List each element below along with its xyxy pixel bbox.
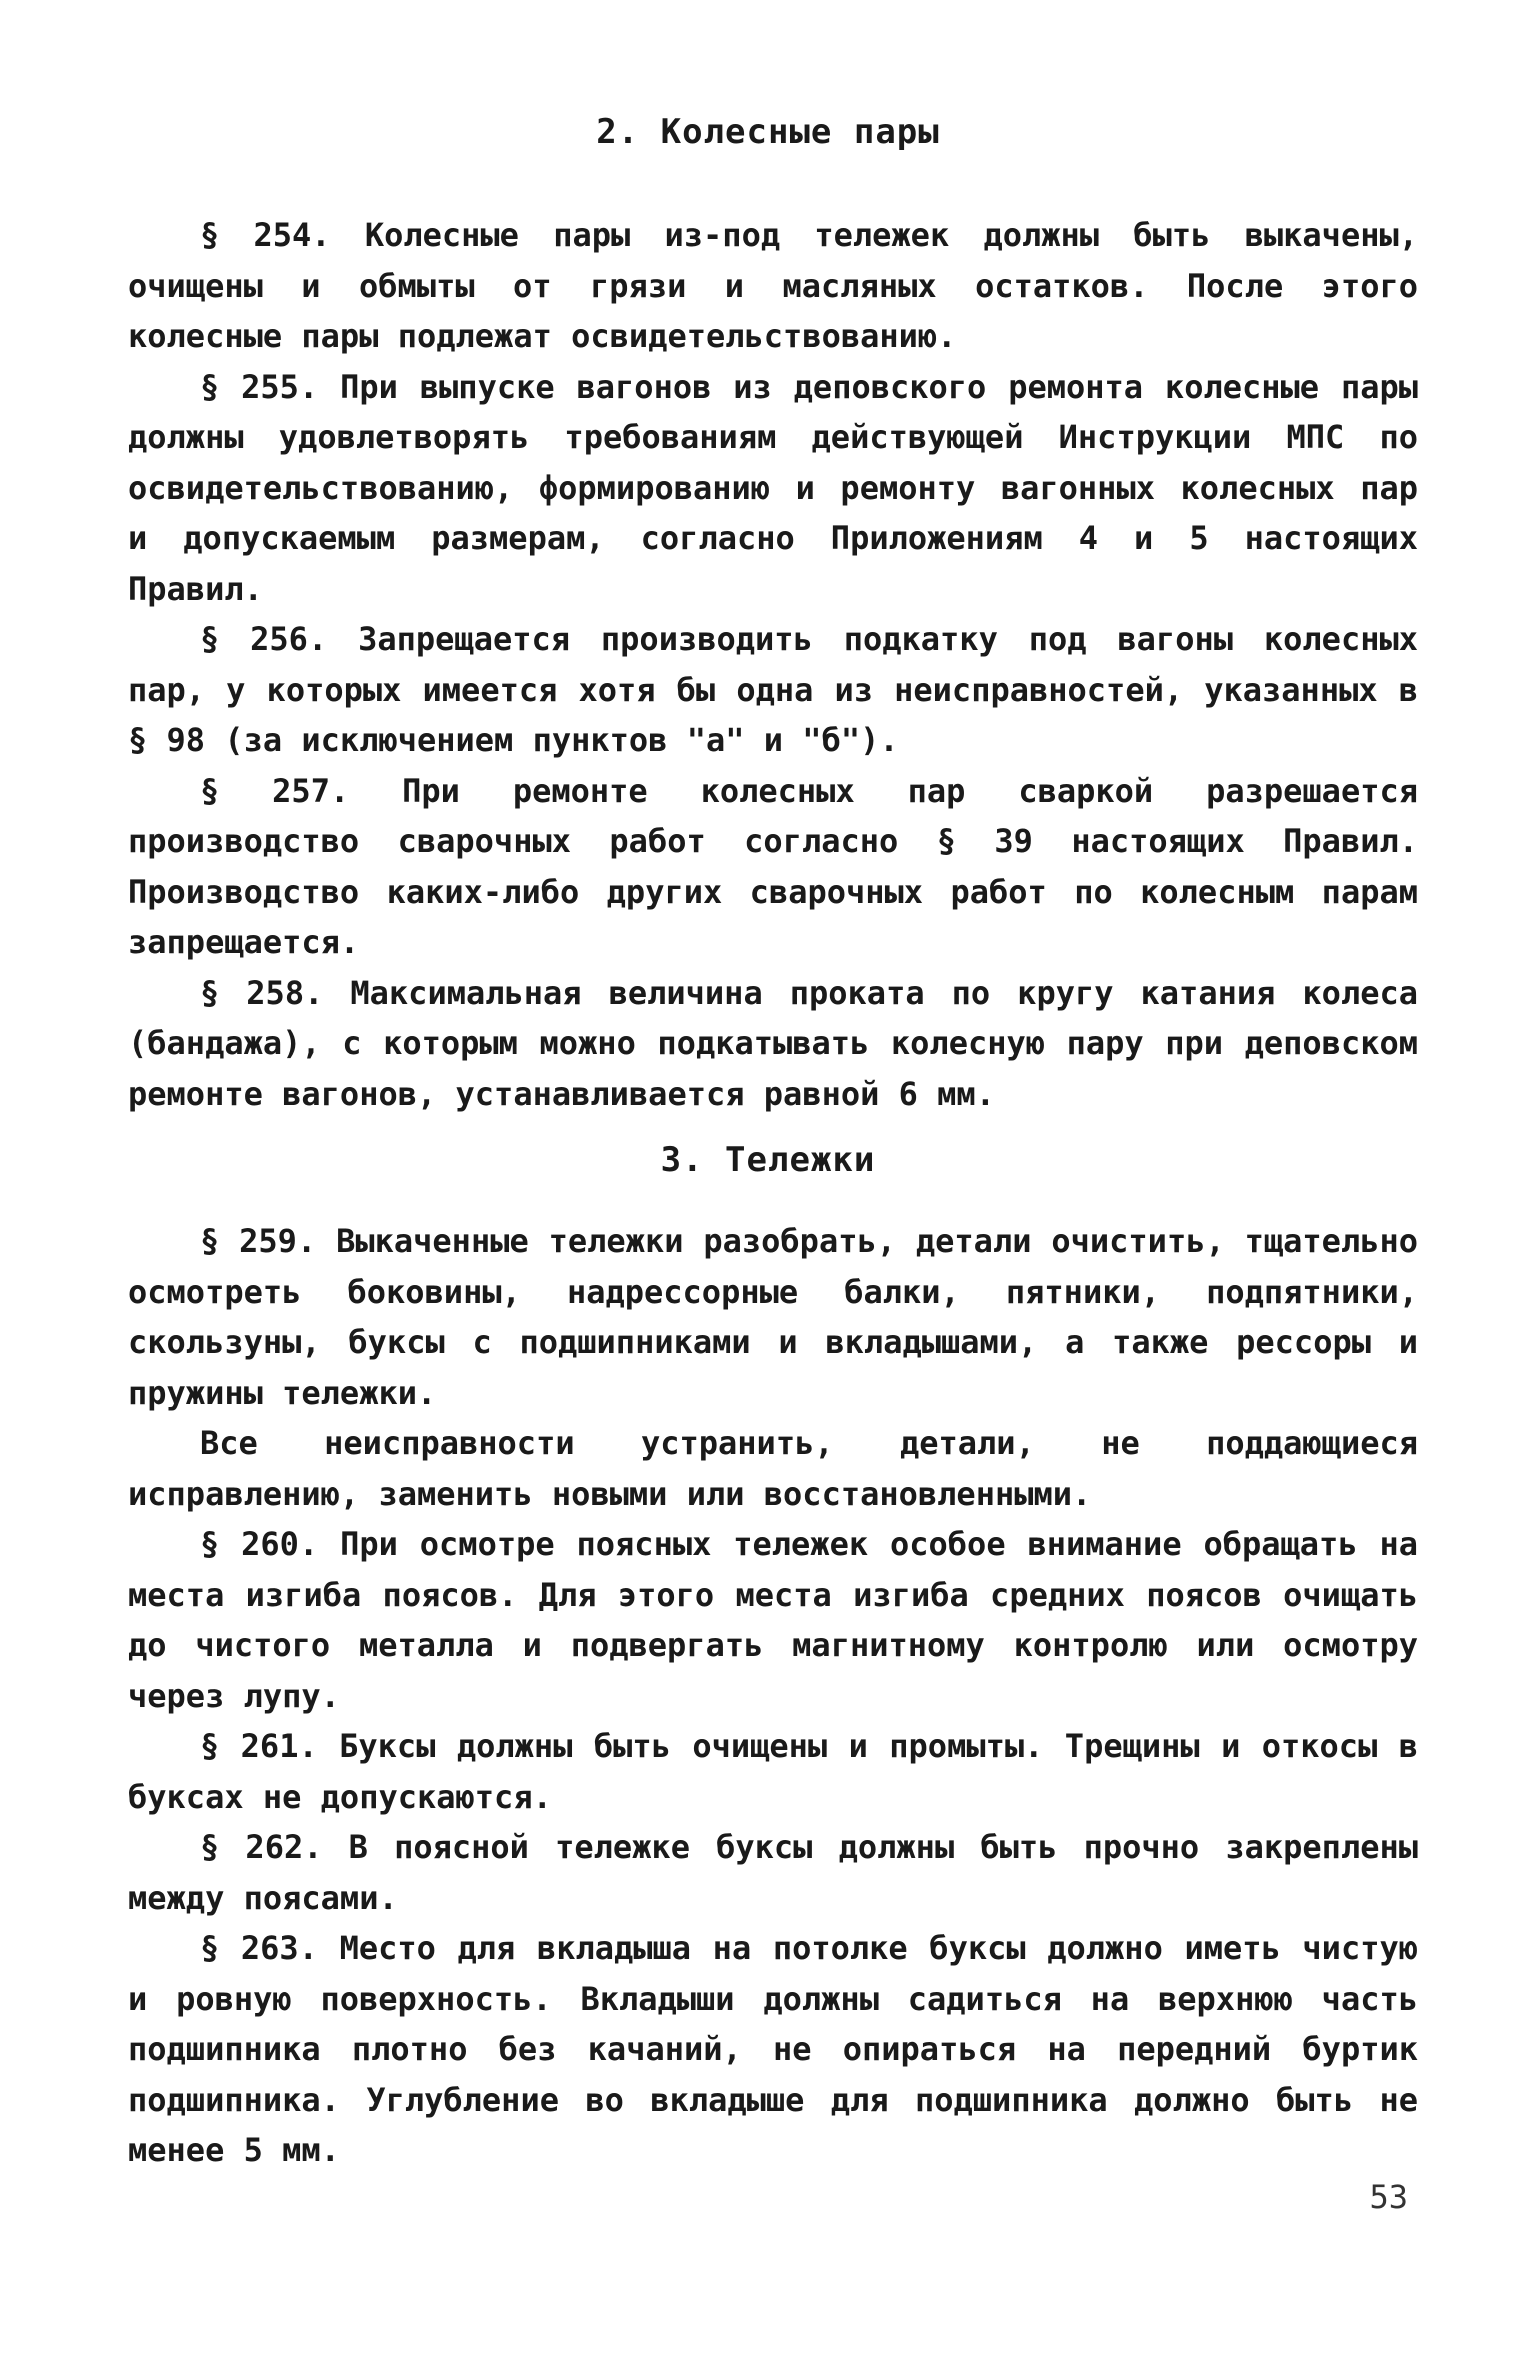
paragraph-254: § 254. Колесные пары из-под тележек должны быть выкачены, очищены и обмыты от грязи и масляных остатков. После этого колесные пары подлежат освидетельствованию. xyxy=(128,216,1418,355)
section-heading-bogies: 3. Тележки xyxy=(660,1140,876,1180)
paragraph-259-continued: Все неисправности устранить, детали, не поддающиеся исправлению, заменить новыми или восстановленными. xyxy=(128,1424,1418,1513)
section-body-bogies xyxy=(128,1216,1418,2176)
section-heading-wheelsets: 2. Колесные пары xyxy=(596,112,940,152)
section-body-wheelsets xyxy=(128,210,1418,1119)
paragraph-257: § 257. При ремонте колесных пар сваркой разрешается производство сварочных работ согласно § 39 настоящих Правил. Производство каких-либо других сварочных работ по колесным парам запрещается. xyxy=(128,771,1418,961)
paragraph-261: § 261. Буксы должны быть очищены и промыты. Трещины и откосы в буксах не допускаются. xyxy=(128,1727,1418,1816)
paragraph-259: § 259. Выкаченные тележки разобрать, детали очистить, тщательно осмотреть боковины, надрессорные балки, пятники, подпятники, скользуны, буксы с подшипниками и вкладышами, а также рессоры и пружины тележки. xyxy=(128,1222,1418,1412)
paragraph-263: § 263. Место для вкладыша на потолке буксы должно иметь чистую и ровную поверхность. Вкладыши должны садиться на верхнюю часть подшипника плотно без качаний, не опираться на передний буртик подшипника. Углубление во вкладыше для подшипника должно быть не менее 5 мм. xyxy=(128,1929,1418,2169)
paragraph-258: § 258. Максимальная величина проката по кругу катания колеса (бандажа), с которым можно подкатывать колесную пару при деповском ремонте вагонов, устанавливается равной 6 мм. xyxy=(128,973,1418,1113)
paragraph-255: § 255. При выпуске вагонов из деповского ремонта колесные пары должны удовлетворять требованиям действующей Инструкции МПС по освидетельствованию, формированию и ремонту вагонных колесных пар и допускаемым размерам, согласно Приложениям 4 и 5 настоящих Правил. xyxy=(128,367,1418,608)
paragraph-260: § 260. При осмотре поясных тележек особое внимание обращать на места изгиба поясов. Для этого места изгиба средних поясов очищать до чистого металла и подвергать магнитному контролю или осмотру через лупу. xyxy=(128,1525,1418,1715)
paragraph-262: § 262. В поясной тележке буксы должны быть прочно закреплены между поясами. xyxy=(128,1828,1418,1917)
page-number: 53 xyxy=(1369,2178,1408,2216)
paragraph-256: § 256. Запрещается производить подкатку под вагоны колесных пар, у которых имеется хотя бы одна из неисправностей, указанных в § 98 (за исключением пунктов "а" и "б"). xyxy=(128,620,1418,759)
